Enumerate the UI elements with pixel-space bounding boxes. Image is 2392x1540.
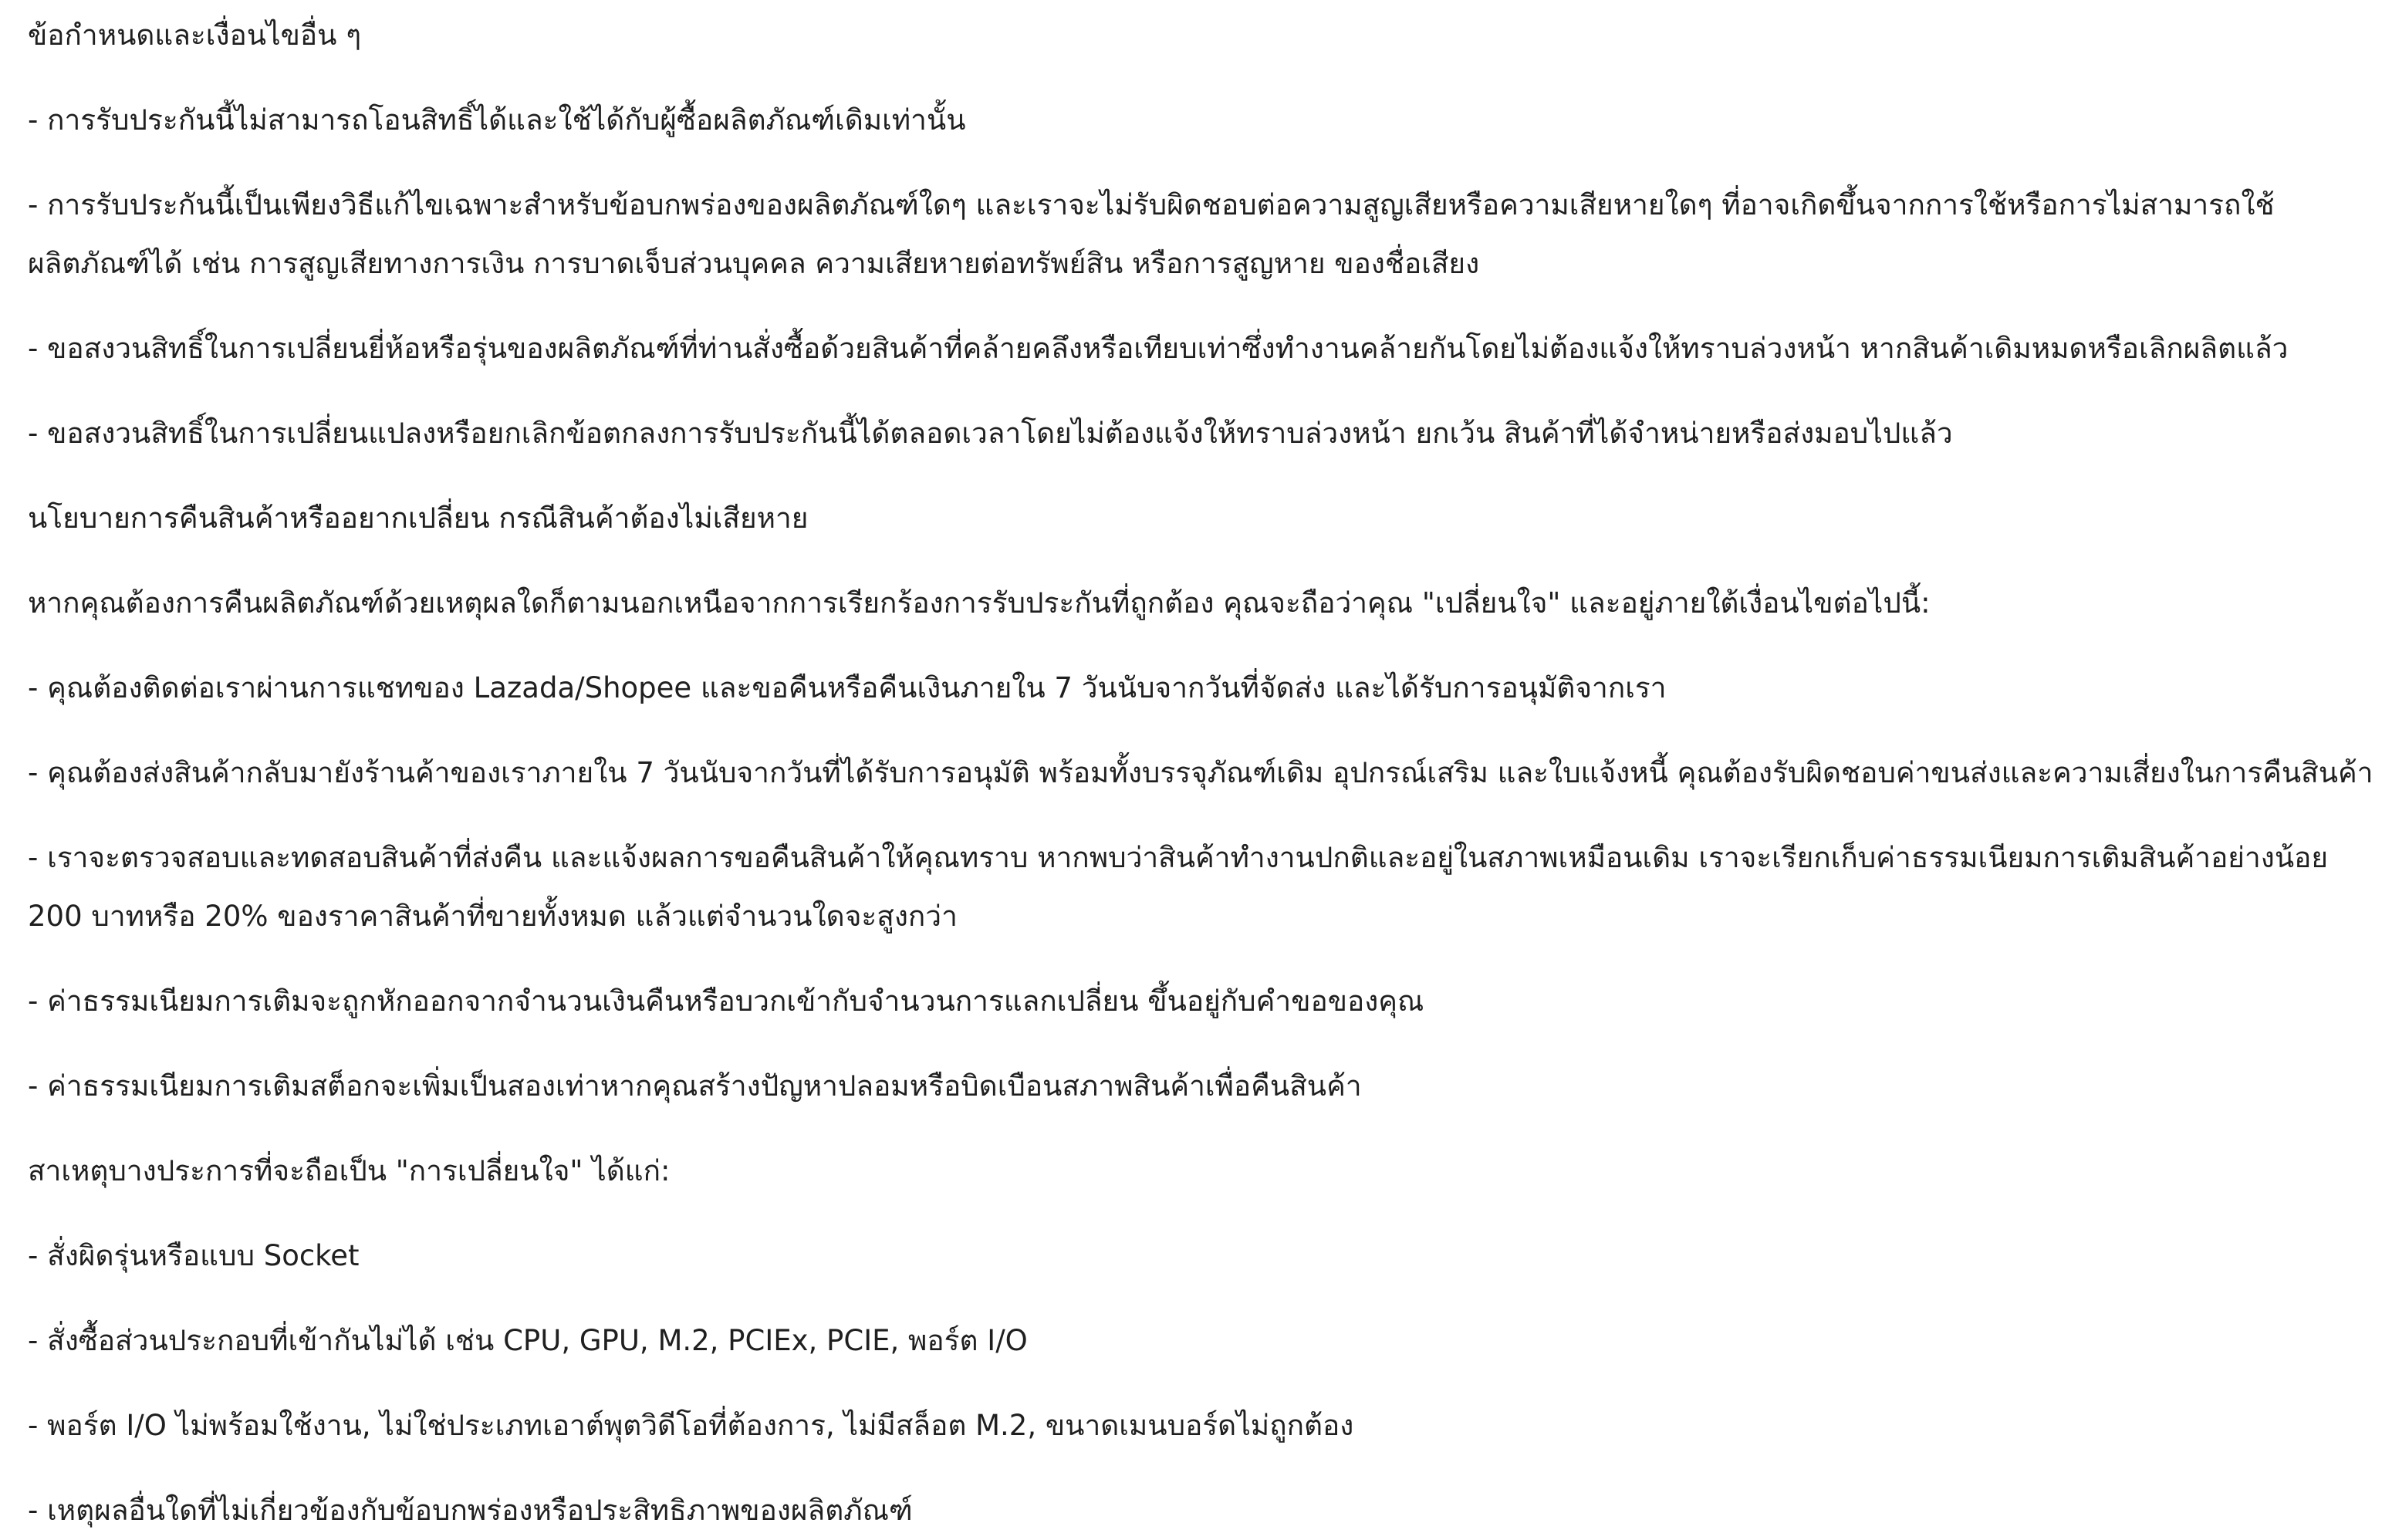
return-item-inspection-fee: - เราจะตรวจสอบและทดสอบสินค้าที่ส่งคืน และแจ้งผลการขอคืนสินค้าให้คุณทราบ หากพบว่าสินค้าทำงานปกติและอยู่ในสภาพเหมือนเดิม เราจะเรียกเก็บค่าธรรมเนียมการเติมสินค้าอย่างน้อย 200 บาทหรือ 20% ของราคาสินค้าที่ขายทั้งหมด แล้วแต่จำนวนใดจะสูงกว่า	[28, 841, 2329, 933]
change-of-mind-item-incompatible: - สั่งซื้อส่วนประกอบที่เข้ากันไม่ได้ เช่น CPU, GPU, M.2, PCIEx, PCIE, พอร์ต I/O	[28, 1324, 1028, 1357]
return-policy-intro: หากคุณต้องการคืนผลิตภัณฑ์ด้วยเหตุผลใดก็ตามนอกเหนือจากการเรียกร้องการรับประกันที่ถูกต้อง คุณจะถือว่าคุณ "เปลี่ยนใจ" และอยู่ภายใต้เงื่อนไขต่อไปนี้:	[28, 586, 1931, 620]
section-heading-return-policy: นโยบายการคืนสินค้าหรืออยากเปลี่ยน กรณีสินค้าต้องไม่เสียหาย	[28, 502, 809, 535]
return-item-contact: - คุณต้องติดต่อเราผ่านการแชทของ Lazada/Shopee และขอคืนหรือคืนเงินภายใน 7 วันนับจากวันที่จัดส่ง และได้รับการอนุมัติจากเรา	[28, 671, 1667, 704]
return-item-fee-double: - ค่าธรรมเนียมการเติมสต็อกจะเพิ่มเป็นสองเท่าหากคุณสร้างปัญหาปลอมหรือบิดเบือนสภาพสินค้าเพื่อคืนสินค้า	[28, 1069, 1362, 1103]
terms-item-substitution: - ขอสงวนสิทธิ์ในการเปลี่ยนยี่ห้อหรือรุ่นของผลิตภัณฑ์ที่ท่านสั่งซื้อด้วยสินค้าที่คล้ายคลึงหรือเทียบเท่าซึ่งทำงานคล้ายกันโดยไม่ต้องแจ้งให้ทราบล่วงหน้า หากสินค้าเดิมหมดหรือเลิกผลิตแล้ว	[28, 332, 2289, 365]
section-heading-change-of-mind: สาเหตุบางประการที่จะถือเป็น "การเปลี่ยนใจ" ได้แก่:	[28, 1154, 671, 1187]
change-of-mind-item-wrong-socket: - สั่งผิดรุ่นหรือแบบ Socket	[28, 1239, 360, 1272]
change-of-mind-item-other: - เหตุผลอื่นใดที่ไม่เกี่ยวข้องกับข้อบกพร่องหรือประสิทธิภาพของผลิตภัณฑ์	[28, 1494, 913, 1527]
change-of-mind-item-io-ports: - พอร์ต I/O ไม่พร้อมใช้งาน, ไม่ใช่ประเภทเอาต์พุตวิดีโอที่ต้องการ, ไม่มีสล็อต M.2, ขนาดเมนบอร์ดไม่ถูกต้อง	[28, 1409, 1354, 1442]
terms-item-modification: - ขอสงวนสิทธิ์ในการเปลี่ยนแปลงหรือยกเลิกข้อตกลงการรับประกันนี้ได้ตลอดเวลาโดยไม่ต้องแจ้งให้ทราบล่วงหน้า ยกเว้น สินค้าที่ได้จำหน่ายหรือส่งมอบไปแล้ว	[28, 417, 1953, 450]
return-item-fee-deduction: - ค่าธรรมเนียมการเติมจะถูกหักออกจากจำนวนเงินคืนหรือบวกเข้ากับจำนวนการแลกเปลี่ยน ขึ้นอยู่กับคำขอของคุณ	[28, 984, 1424, 1018]
return-item-ship-back: - คุณต้องส่งสินค้ากลับมายังร้านค้าของเราภายใน 7 วันนับจากวันที่ได้รับการอนุมัติ พร้อมทั้งบรรจุภัณฑ์เดิม อุปกรณ์เสริม และใบแจ้งหนี้ คุณต้องรับผิดชอบค่าขนส่งและความเสี่ยงในการคืนสินค้า	[28, 756, 2373, 789]
terms-item-liability: - การรับประกันนี้เป็นเพียงวิธีแก้ไขเฉพาะสำหรับข้อบกพร่องของผลิตภัณฑ์ใดๆ และเราจะไม่รับผิดชอบต่อความสูญเสียหรือความเสียหายใดๆ ที่อาจเกิดขึ้นจากการใช้หรือการไม่สามารถใช้ผลิตภัณฑ์ได้ เช่น การสูญเสียทางการเงิน การบาดเจ็บส่วนบุคคล ความเสียหายต่อทรัพย์สิน หรือการสูญหาย ของชื่อเสียง	[28, 188, 2275, 280]
section-heading-terms: ข้อกำหนดและเงื่อนไขอื่น ๆ	[28, 19, 362, 52]
terms-item-non-transferable: - การรับประกันนี้ไม่สามารถโอนสิทธิ์ได้และใช้ได้กับผู้ซื้อผลิตภัณฑ์เดิมเท่านั้น	[28, 103, 966, 137]
